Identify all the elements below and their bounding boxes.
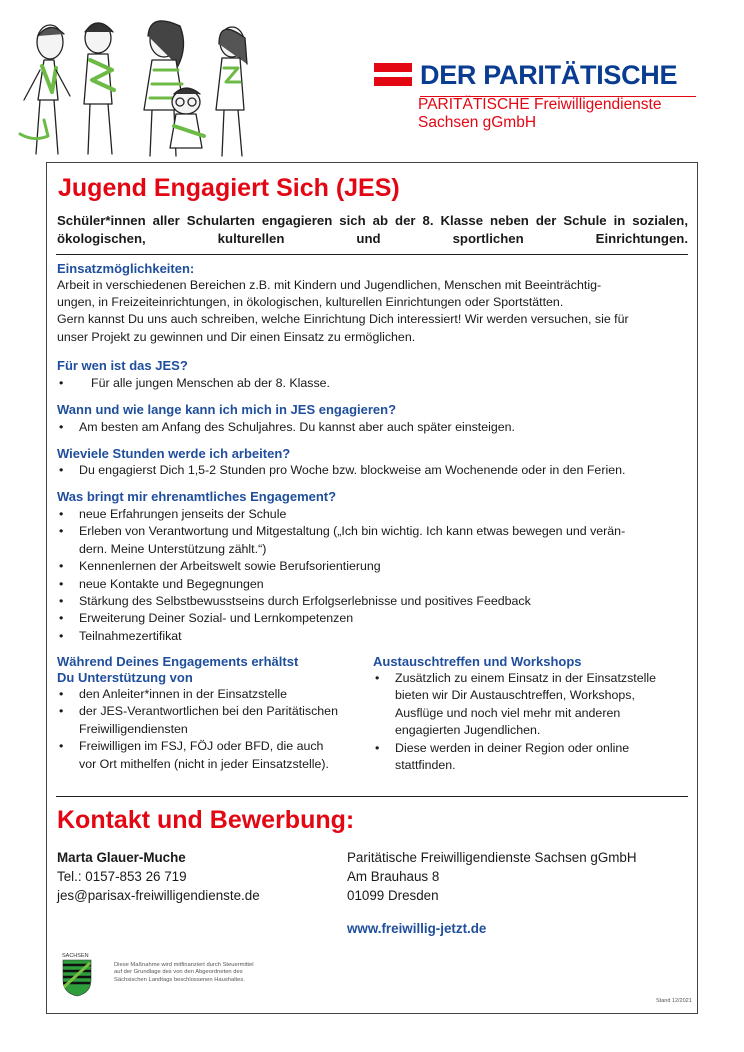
list-item <box>57 738 367 773</box>
list-item-text: Zusätzlich zu einem Einsatz in der Einsatzstelle <box>395 671 657 685</box>
contact-phone: Tel.: 0157-853 26 719 <box>57 869 187 884</box>
heading-stunden: Wieviele Stunden werde ich arbeiten? <box>57 446 291 461</box>
list-item <box>373 670 689 740</box>
list-unterstuetzung <box>57 686 367 773</box>
list-item: • Für alle jungen Menschen ab der 8. Klasse. <box>57 375 687 392</box>
logo-main-text: DER PARITÄTISCHE <box>420 60 678 90</box>
list-item: • Teilnahmezertifikat <box>57 628 689 645</box>
org-city: 01099 Dresden <box>347 888 439 903</box>
list-item: • Du engagierst Dich 1,5-2 Stunden pro Woche bzw. blockweise am Wochenende oder in den Ferien. <box>57 462 689 479</box>
list-fuer-wen <box>57 375 687 392</box>
list-item: • Am besten am Anfang des Schuljahres. Du kannst aber auch später einsteigen. <box>57 419 687 436</box>
contact-email[interactable]: jes@parisax-freiwilligendienste.de <box>57 888 260 903</box>
funding-line: Diese Maßnahme wird mitfinanziert durch Steuermittel <box>114 962 254 968</box>
list-item-text-cont: Ausflüge und noch viel mehr mit anderen <box>395 705 621 720</box>
funding-line: auf der Grundlage des von den Abgeordneten des <box>114 969 243 976</box>
heading-unterstuetzung-line1: Während Deines Engagements erhältst <box>57 654 299 669</box>
page-title: Jugend Engagiert Sich (JES) <box>58 174 400 202</box>
contact-name: Marta Glauer-Muche <box>57 850 186 865</box>
list-item <box>57 703 367 738</box>
list-item-text-cont: vor Ort mithelfen (nicht in jeder Einsatzstelle). <box>79 756 329 771</box>
contact-address <box>347 848 637 905</box>
divider-bottom <box>56 796 688 797</box>
list-stunden <box>57 462 689 479</box>
heading-austausch: Austauschtreffen und Workshops <box>373 654 582 669</box>
list-item-text-cont: dern. Meine Unterstützung zählt.“) <box>79 541 267 556</box>
paritaetische-logo <box>372 56 712 136</box>
state-label: SACHSEN <box>62 953 89 959</box>
list-item <box>57 523 689 558</box>
heading-unterstuetzung <box>57 654 298 686</box>
logo-bar-top <box>374 63 412 72</box>
org-street: Am Brauhaus 8 <box>347 869 440 884</box>
list-bringt <box>57 506 689 645</box>
logo-sub-line2: Sachsen gGmbH <box>418 114 537 131</box>
heading-bringt: Was bringt mir ehrenamtliches Engagement? <box>57 489 337 504</box>
funding-line: Sächsischen Landtags beschlossenen Haushaltes. <box>114 976 245 983</box>
org-name: Paritätische Freiwilligendienste Sachsen gGmbH <box>347 850 637 865</box>
divider-top <box>56 254 688 255</box>
website-link[interactable]: www.freiwillig-jetzt.de <box>347 921 487 936</box>
funding-text <box>114 962 254 984</box>
contact-person <box>57 848 260 905</box>
einsatz-text <box>57 277 689 346</box>
heading-fuer-wen: Für wen ist das JES? <box>57 358 188 373</box>
list-item-text: der JES-Verantwortlichen bei den Paritätischen <box>79 704 338 719</box>
logo-bar-bottom <box>374 77 412 86</box>
heading-unterstuetzung-line2: Du Unterstützung von <box>57 670 193 685</box>
sachsen-coat-of-arms <box>62 953 102 1001</box>
einsatz-line: ungen, in Freizeiteinrichtungen, in ökologischen, kulturellen Einrichtungen oder Sportstätten. <box>57 295 564 310</box>
list-wann <box>57 419 687 436</box>
list-item: • Erweiterung Deiner Sozial- und Lernkompetenzen <box>57 610 689 627</box>
einsatz-line: Gern kannst Du uns auch schreiben, welche Einrichtung Dich interessiert! Wir werden versuchen, sie für <box>57 312 629 327</box>
list-item-text-cont: stattfinden. <box>395 758 456 773</box>
list-item-text-cont: bieten wir Dir Austauschtreffen, Workshops, <box>395 688 635 703</box>
list-item: • neue Erfahrungen jenseits der Schule <box>57 506 689 523</box>
list-item-text: Diese werden in deiner Region oder online <box>395 740 630 755</box>
heading-kontakt: Kontakt und Bewerbung: <box>57 806 355 834</box>
illustration-young-people <box>14 14 254 164</box>
list-item-text-cont: Freiwilligendiensten <box>79 721 188 736</box>
list-item: • den Anleiter*innen in der Einsatzstelle <box>57 686 367 703</box>
list-item: • neue Kontakte und Begegnungen <box>57 576 689 593</box>
sachsen-shield-icon <box>62 959 92 997</box>
stand-date: Stand 12/2021 <box>656 998 692 1004</box>
heading-einsatz: Einsatzmöglichkeiten: <box>57 261 195 276</box>
list-item <box>373 740 689 775</box>
list-item-text: Erleben von Verantwortung und Mitgestaltung („Ich bin wichtig. Ich kann etwas bewegen und verän- <box>79 524 626 539</box>
logo-sub-line1: PARITÄTISCHE Freiwilligendienste <box>418 96 662 113</box>
einsatz-line: unser Projekt zu gewinnen und Dir einen Einsatz zu ermöglichen. <box>57 329 416 344</box>
einsatz-line: Arbeit in verschiedenen Bereichen z.B. mit Kindern und Jugendlichen, Menschen mit Beeinträchtig- <box>57 278 602 292</box>
intro-text: Schüler*innen aller Schularten engagieren sich ab der 8. Klasse neben der Schule in sozialen, ökologischen, kulturellen und sportlichen Einrichtungen. <box>57 213 688 247</box>
list-item-text: Freiwilligen im FSJ, FÖJ oder BFD, die auch <box>79 739 324 754</box>
list-item-text-cont: engagierten Jugendlichen. <box>395 723 541 738</box>
list-item: • Kennenlernen der Arbeitswelt sowie Berufsorientierung <box>57 558 689 575</box>
heading-wann: Wann und wie lange kann ich mich in JES engagieren? <box>57 402 397 417</box>
list-item: • Stärkung des Selbstbewusstseins durch Erfolgserlebnisse und positives Feedback <box>57 593 689 610</box>
list-austausch <box>373 670 689 774</box>
